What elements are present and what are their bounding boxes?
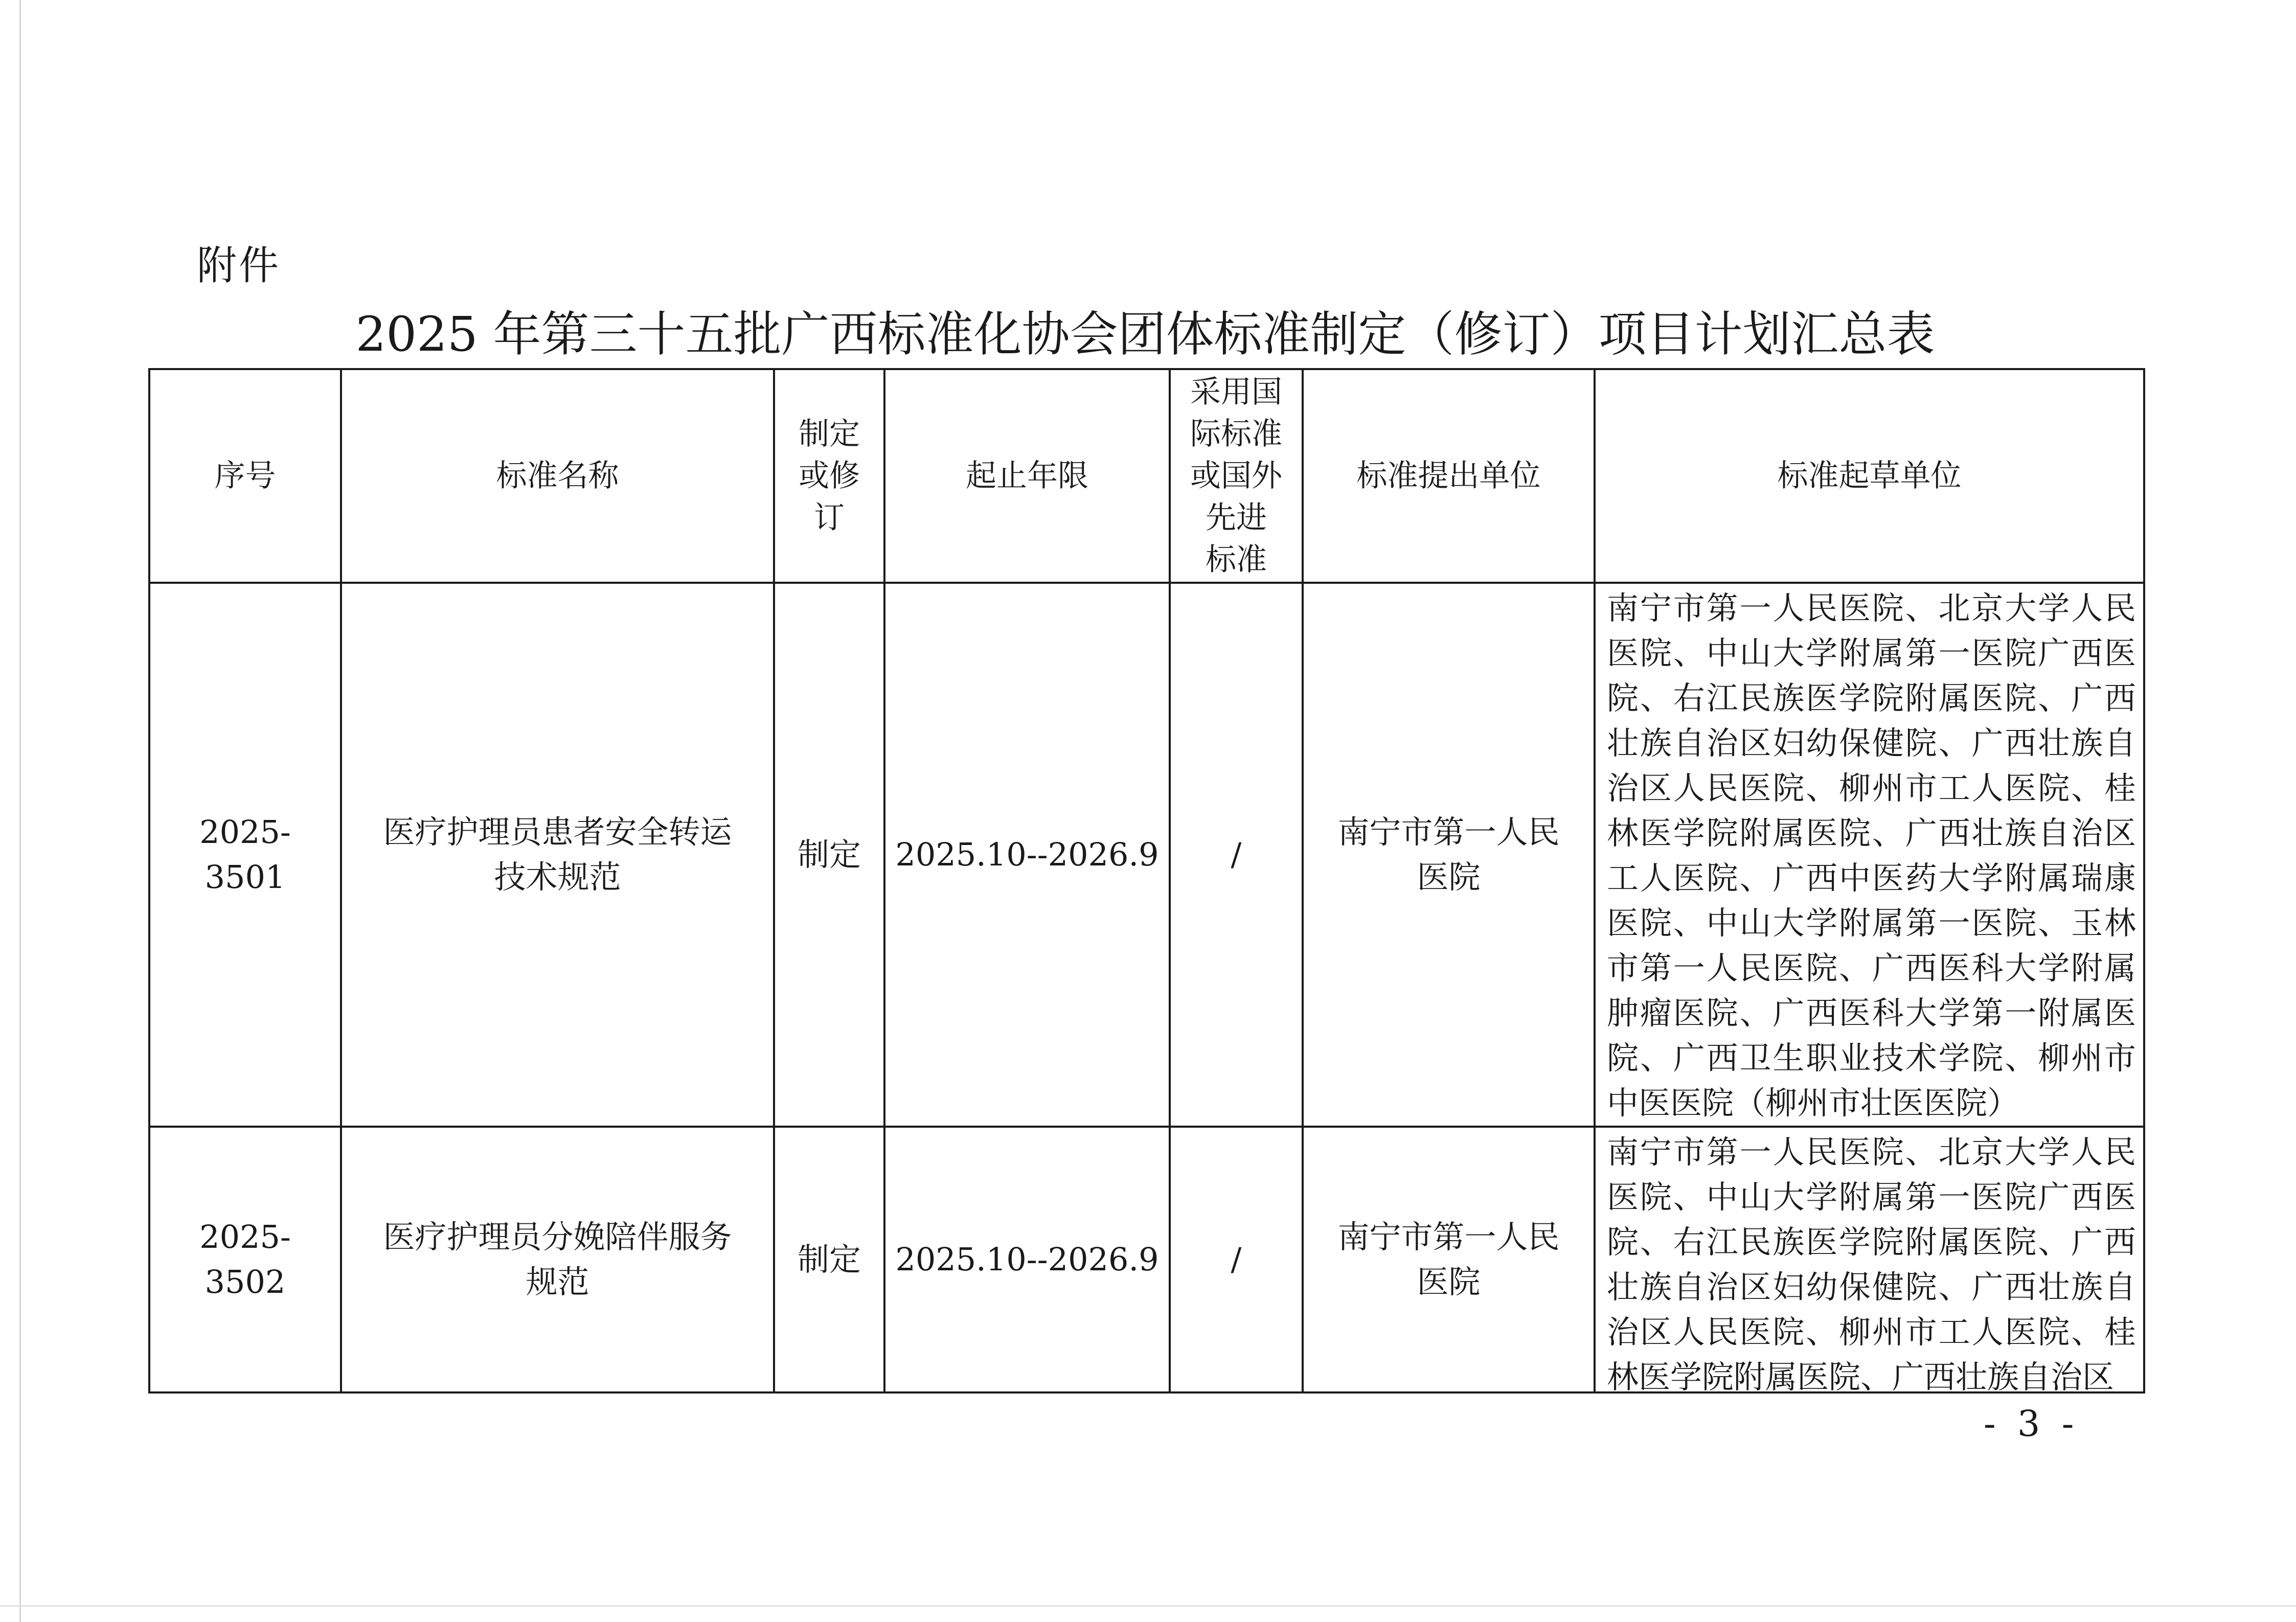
header-drafters: 标准起草单位: [1595, 369, 2144, 583]
table-row: [149, 583, 2144, 1127]
page-number: - 3 -: [1984, 1403, 2079, 1445]
cell-drafters: 南宁市第一人民医院、北京大学人民医院、中山大学附属第一医院广西医院、右江民族医学院附属医院、广西壮族自治区妇幼保健院、广西壮族自治区人民医院、柳州市工人医院、桂林医学院附属医院、广西壮族自治区: [1607, 1133, 2136, 1390]
cell-intl-standard: /: [1170, 583, 1303, 1127]
page-edge-bottom: [0, 1605, 2296, 1607]
header-intl-line: 先进: [1206, 500, 1267, 536]
cell-proposer: 南宁市第一人民医院: [1303, 583, 1595, 1127]
header-intl-line: 际标准: [1190, 416, 1282, 452]
cell-period: 2025.10--2026.9: [884, 1127, 1170, 1392]
cell-period: 2025.10--2026.9: [884, 583, 1170, 1127]
header-intl-line: 标准: [1206, 542, 1267, 578]
header-proposer: 标准提出单位: [1303, 369, 1595, 583]
header-intl-line: 采用国: [1190, 374, 1282, 410]
cell-type: 制定: [774, 583, 884, 1127]
cell-intl-standard: /: [1170, 1127, 1303, 1392]
document-title: 2025 年第三十五批广西标准化协会团体标准制定（修订）项目计划汇总表: [355, 307, 1935, 362]
cell-standard-name: 医疗护理员分娩陪伴服务规范: [341, 1127, 774, 1392]
project-plan-table: [148, 368, 2145, 1393]
header-intl-line: 或国外: [1190, 458, 1282, 494]
cell-drafters-container: [1595, 1127, 2144, 1392]
header-intl-standard: [1170, 369, 1303, 583]
cell-serial: 2025-3501: [149, 583, 341, 1127]
table-row: [149, 1127, 2144, 1392]
header-type-line: 订: [814, 500, 845, 536]
cell-type: 制定: [774, 1127, 884, 1392]
cell-proposer: 南宁市第一人民医院: [1303, 1127, 1595, 1392]
header-type-line: 或修: [799, 458, 860, 494]
header-type: [774, 369, 884, 583]
header-type-line: 制定: [799, 416, 860, 452]
header-serial: 序号: [149, 369, 341, 583]
header-period: 起止年限: [884, 369, 1170, 583]
page-edge-left: [19, 0, 21, 1622]
cell-drafters: 南宁市第一人民医院、北京大学人民医院、中山大学附属第一医院广西医院、右江民族医学院附属医院、广西壮族自治区妇幼保健院、广西壮族自治区人民医院、柳州市工人医院、桂林医学院附属医院、广西壮族自治区工人医院、广西中医药大学附属瑞康医院、中山大学附属第一医院、玉林市第一人民医院、广西医科大学附属肿瘤医院、广西医科大学第一附属医院、广西卫生职业技术学院、柳州市中医医院（柳州市壮医医院）: [1595, 583, 2144, 1127]
cell-serial: 2025-3502: [149, 1127, 341, 1392]
table-header-row: [149, 369, 2144, 583]
attachment-label: 附件: [197, 243, 281, 289]
header-standard-name: 标准名称: [341, 369, 774, 583]
cell-standard-name: 医疗护理员患者安全转运技术规范: [341, 583, 774, 1127]
